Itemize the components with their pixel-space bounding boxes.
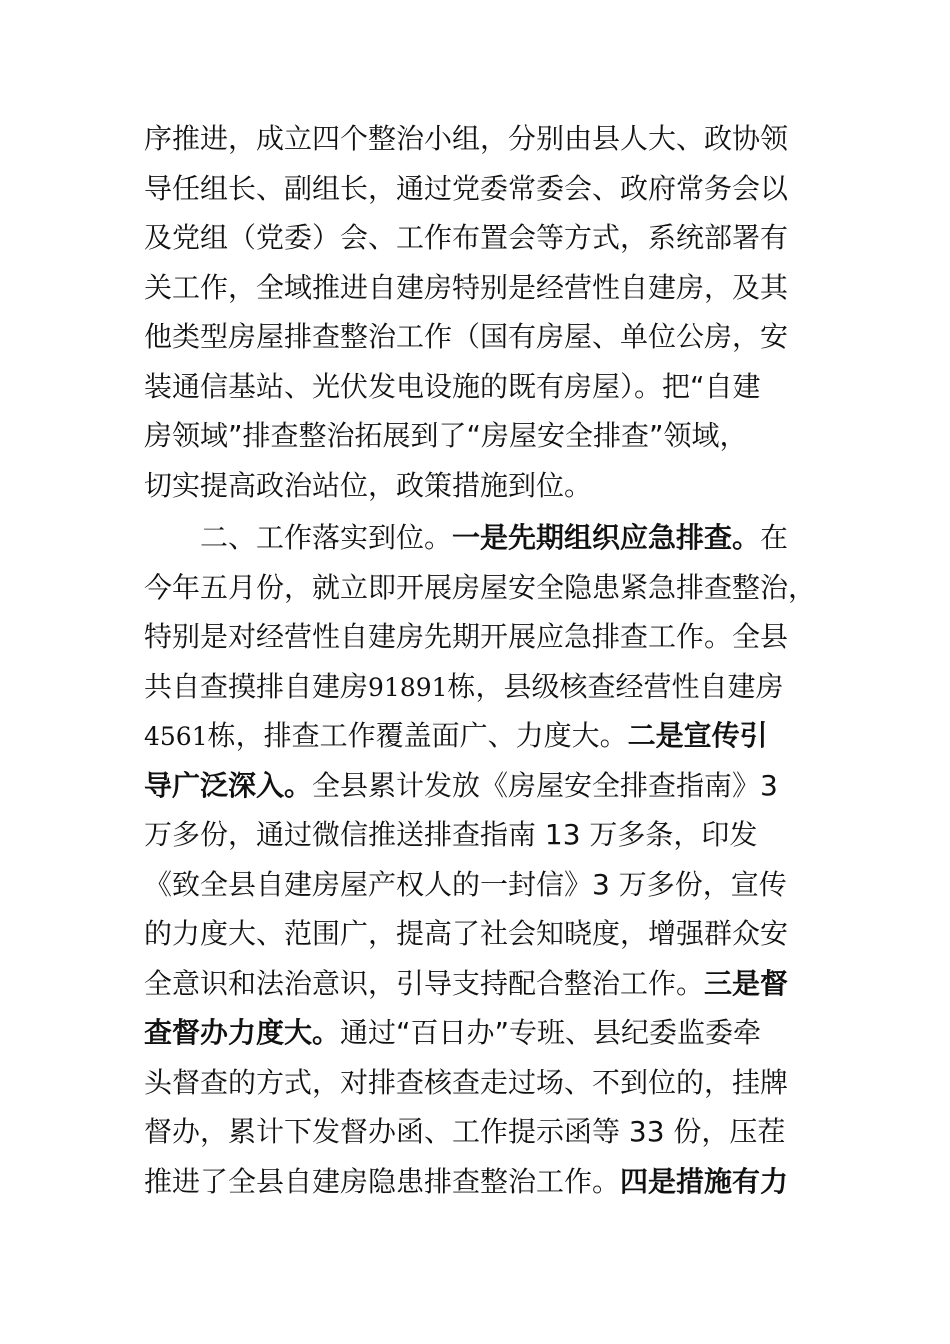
bold-subheading: 导广泛深入。 — [144, 768, 313, 802]
paragraph-2-line — [144, 1157, 824, 1207]
text-run: 通过“百日办”专班、县纪委监委牵 — [340, 1016, 762, 1049]
paragraph-1-line: 序推进，成立四个整治小组，分别由县人大、政协领 — [144, 122, 789, 155]
paragraph-1-line: 切实提高政治站位，政策措施到位。 — [144, 468, 593, 502]
text-run: 在 — [760, 521, 789, 554]
bold-subheading: 一是先期组织应急排查。 — [452, 521, 761, 554]
bold-subheading: 四是措施有力 — [620, 1164, 789, 1198]
paragraph-1-line: 房领域”排查整治拓展到了“房屋安全排查”领域， — [144, 419, 748, 452]
paragraph-2 — [144, 513, 824, 1206]
paragraph-2-line: 万多份，通过微信推送排查指南 13 万多条，印发 — [144, 818, 758, 851]
number-run: 4561 — [144, 722, 208, 751]
paragraph-2-line — [144, 711, 824, 761]
paragraph-1-line: 导任组长、副组长，通过党委常委会、政府常务会以 — [144, 171, 789, 205]
paragraph-2-line — [144, 513, 824, 563]
bold-subheading: 三是督 — [704, 966, 789, 1000]
text-run: 推进了全县自建房隐患排查整治工作。 — [144, 1164, 621, 1198]
paragraph-2-line: 头督查的方式，对排查核查走过场、不到位的，挂牌 — [144, 1065, 789, 1099]
paragraph-1-line: 关工作，全域推进自建房特别是经营性自建房，及其 — [144, 270, 789, 304]
bold-subheading: 查督办力度大。 — [144, 1016, 341, 1049]
paragraph-2-line: 的力度大、范围广，提高了社会知晓度，增强群众安 — [144, 917, 789, 950]
paragraph-2-line: 督办，累计下发督办函、工作提示函等 33 份，压茬 — [144, 1115, 786, 1148]
paragraph-2-line: 《致全县自建房屋产权人的一封信》3 万多份，宣传 — [144, 867, 787, 901]
text-run: 全县累计发放《房屋安全排查指南》3 — [312, 768, 778, 802]
paragraph-2-line — [144, 662, 824, 712]
paragraph-1-line: 及党组（党委）会、工作布置会等方式，系统部署有 — [144, 221, 789, 254]
section-heading: 二、工作落实到位。 — [200, 521, 453, 554]
paragraph-2-line: 今年五月份，就立即开展房屋安全隐患紧急排查整治， — [144, 570, 817, 604]
paragraph-1-line: 他类型房屋排查整治工作（国有房屋、单位公房，安 — [144, 320, 789, 353]
bold-subheading: 二是宣传引 — [627, 719, 768, 752]
paragraph-2-line — [144, 959, 824, 1009]
paragraph-2-line: 特别是对经营性自建房先期开展应急排查工作。全县 — [144, 620, 789, 653]
paragraph-2-line — [144, 1008, 824, 1058]
text-run: 栋，排查工作覆盖面广、力度大。 — [207, 719, 628, 752]
text-run: 共自查摸排自建房 — [144, 669, 369, 703]
text-run: 全意识和法治意识，引导支持配合整治工作。 — [144, 966, 705, 1000]
text-run: 栋，县级核查经营性自建房 — [447, 669, 784, 703]
number-run: 91891 — [368, 672, 448, 702]
paragraph-1 — [144, 114, 824, 510]
paragraph-1-line: 装通信基站、光伏发电设施的既有房屋）。把“自建 — [144, 369, 761, 403]
paragraph-2-line — [144, 761, 824, 811]
